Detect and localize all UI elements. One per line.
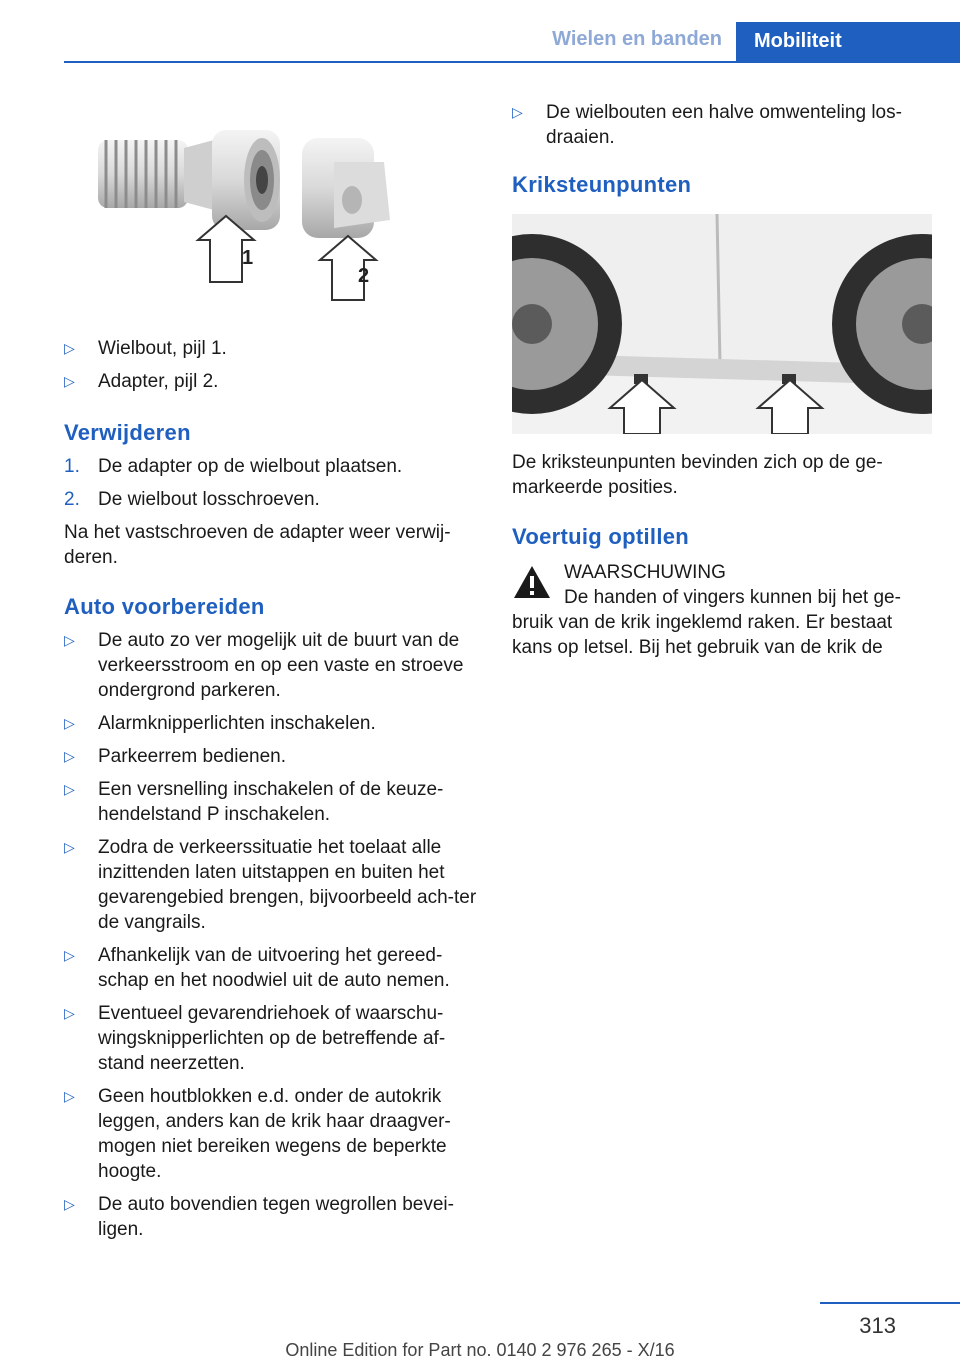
list-item: 1. De adapter op de wielbout plaatsen. [64,456,403,477]
list-item: ▷ De wielbouten een halve omwenteling los-draaien. [512,102,902,148]
triangle-bullet-icon: ▷ [64,1196,75,1212]
remove-note: Na het vastschroeven de adapter weer verwij- deren. [64,522,451,568]
lift-heading: Voertuig optillen [512,524,690,549]
triangle-bullet-icon: ▷ [64,748,75,764]
bolt-legend-list [64,336,484,394]
continued-list [512,100,932,150]
list-item: 2. De wielbout losschroeven. [64,489,320,510]
right-column [512,100,932,660]
list-item: ▷ Parkeerrem bedienen. [64,746,286,767]
triangle-bullet-icon: ▷ [64,632,75,648]
adapter [302,138,390,238]
jack-points-heading: Kriksteunpunten [512,172,692,197]
warning-triangle-icon [512,564,552,600]
edition-footer: Online Edition for Part no. 0140 2 976 265 - X/16 [285,1340,675,1360]
warning-text: De handen of vingers kunnen bij het ge-bruik van de krik ingeklemd raken. Er bestaat kans op letsel. Bij het gebruik van de krik de [512,587,901,658]
arrow-2 [320,236,376,300]
triangle-bullet-icon: ▷ [64,781,75,797]
list-item: ▷ De auto bovendien tegen wegrollen bevei-ligen. [64,1194,454,1240]
svg-text:1: 1 [242,247,254,269]
list-item: ▷ Adapter, pijl 2. [64,371,219,392]
prepare-heading: Auto voorbereiden [64,594,265,619]
warning-label: WAARSCHUWING [564,562,726,583]
triangle-bullet-icon: ▷ [64,373,75,389]
triangle-bullet-icon: ▷ [64,340,75,356]
list-item: ▷ De auto zo ver mogelijk uit de buurt van de verkeersstroom en op een vaste en stroeve ondergrond parkeren. [64,630,464,701]
jack-points-figure [512,214,932,434]
wheel-bolt-figure [84,100,404,310]
triangle-bullet-icon: ▷ [64,715,75,731]
remove-steps-list [64,454,484,512]
triangle-bullet-icon: ▷ [64,839,75,855]
list-item: ▷ Geen houtblokken e.d. onder de autokrik leggen, anders kan de krik haar draagver-mogen niet bereiken wegens de beperkte hoogte. [64,1086,451,1182]
list-item: ▷ Eventueel gevarendriehoek of waarschu-wingsknipperlichten op de betreffende af-stand neerzetten. [64,1003,446,1074]
list-item: ▷ Een versnelling inschakelen of de keuze-hendelstand P inschakelen. [64,779,444,825]
footer-rule [820,1302,960,1304]
jack-points-text: De kriksteunpunten bevinden zich op de ge-markeerde posities. [512,452,883,498]
remove-heading: Verwijderen [64,420,191,445]
section-tab[interactable]: Wielen en banden [552,28,722,50]
list-item: ▷ Alarmknipperlichten inschakelen. [64,713,376,734]
triangle-bullet-icon: ▷ [512,104,523,120]
warning-box [512,560,932,660]
chapter-tab[interactable]: Mobiliteit [736,22,960,62]
list-item: ▷ Afhankelijk van de uitvoering het gereed-schap en het noodwiel uit de auto nemen. [64,945,450,991]
svg-text:2: 2 [358,265,370,287]
wheel-bolt [98,130,280,230]
triangle-bullet-icon: ▷ [64,947,75,963]
list-item: ▷ Zodra de verkeerssituatie het toelaat alle inzittenden laten uitstappen en buiten het gevarengebied brengen, bijvoorbeeld ach-ter de vangrails. [64,837,477,933]
prepare-list [64,628,484,1242]
header-rule [64,61,960,63]
page-header [0,0,960,62]
left-column [64,100,484,1250]
triangle-bullet-icon: ▷ [64,1088,75,1104]
list-item: ▷ Wielbout, pijl 1. [64,338,227,359]
page-number: 313 [859,1313,896,1338]
triangle-bullet-icon: ▷ [64,1005,75,1021]
